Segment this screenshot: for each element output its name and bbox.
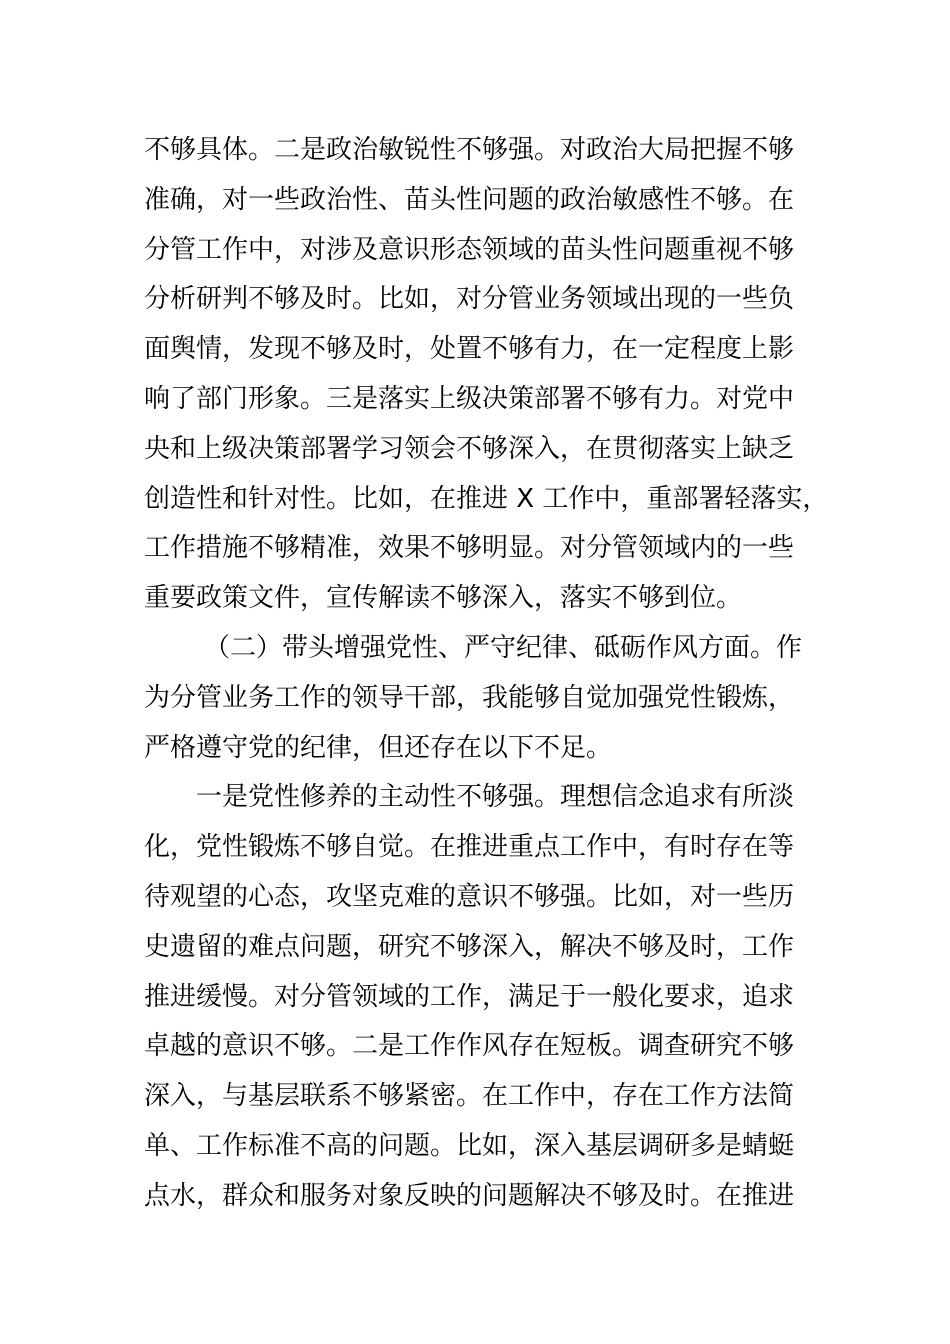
paragraph-start: 一是党性修养的主动性不够强。理想信念追求有所淡 xyxy=(196,782,795,813)
body-line: 重要政策文件，宣传解读不够深入，落实不够到位。 xyxy=(144,583,743,614)
body-line: 深入，与基层联系不够紧密。在工作中，存在工作方法简 xyxy=(144,1081,795,1112)
document-body xyxy=(144,126,834,1222)
body-line: 分析研判不够及时。比如，对分管业务领域出现的一些负 xyxy=(144,284,795,315)
body-line: 待观望的心态，攻坚克难的意识不够强。比如，对一些历 xyxy=(144,881,795,912)
body-line: 卓越的意识不够。二是工作作风存在短板。调查研究不够 xyxy=(144,1031,795,1062)
body-line: 央和上级决策部署学习领会不够深入，在贯彻落实上缺乏 xyxy=(144,433,795,464)
body-line: 面舆情，发现不够及时，处置不够有力，在一定程度上影 xyxy=(144,334,795,365)
body-line: 工作措施不够精准，效果不够明显。对分管领域内的一些 xyxy=(144,533,795,564)
body-line: 点水，群众和服务对象反映的问题解决不够及时。在推进 xyxy=(144,1180,795,1211)
body-line: 单、工作标准不高的问题。比如，深入基层调研多是蜻蜓 xyxy=(144,1130,795,1161)
body-line: 响了部门形象。三是落实上级决策部署不够有力。对党中 xyxy=(144,383,795,414)
body-line: 史遗留的难点问题，研究不够深入，解决不够及时，工作 xyxy=(144,931,795,962)
body-line: 推进缓慢。对分管领域的工作，满足于一般化要求，追求 xyxy=(144,981,795,1012)
section-heading: （二）带头增强党性、严守纪律、砥砺作风方面。作 xyxy=(204,632,803,663)
body-line: 分管工作中，对涉及意识形态领域的苗头性问题重视不够 xyxy=(144,234,795,265)
body-line: 为分管业务工作的领导干部，我能够自觉加强党性锻炼， xyxy=(144,682,795,713)
body-line: 化，党性锻炼不够自觉。在推进重点工作中，有时存在等 xyxy=(144,832,795,863)
body-line: 不够具体。二是政治敏锐性不够强。对政治大局把握不够 xyxy=(144,135,795,165)
body-line: 准确，对一些政治性、苗头性问题的政治敏感性不够。在 xyxy=(144,184,795,215)
body-line: 严格遵守党的纪律，但还存在以下不足。 xyxy=(144,732,613,763)
body-line: 创造性和针对性。比如，在推进 X 工作中，重部署轻落实， xyxy=(144,483,829,514)
